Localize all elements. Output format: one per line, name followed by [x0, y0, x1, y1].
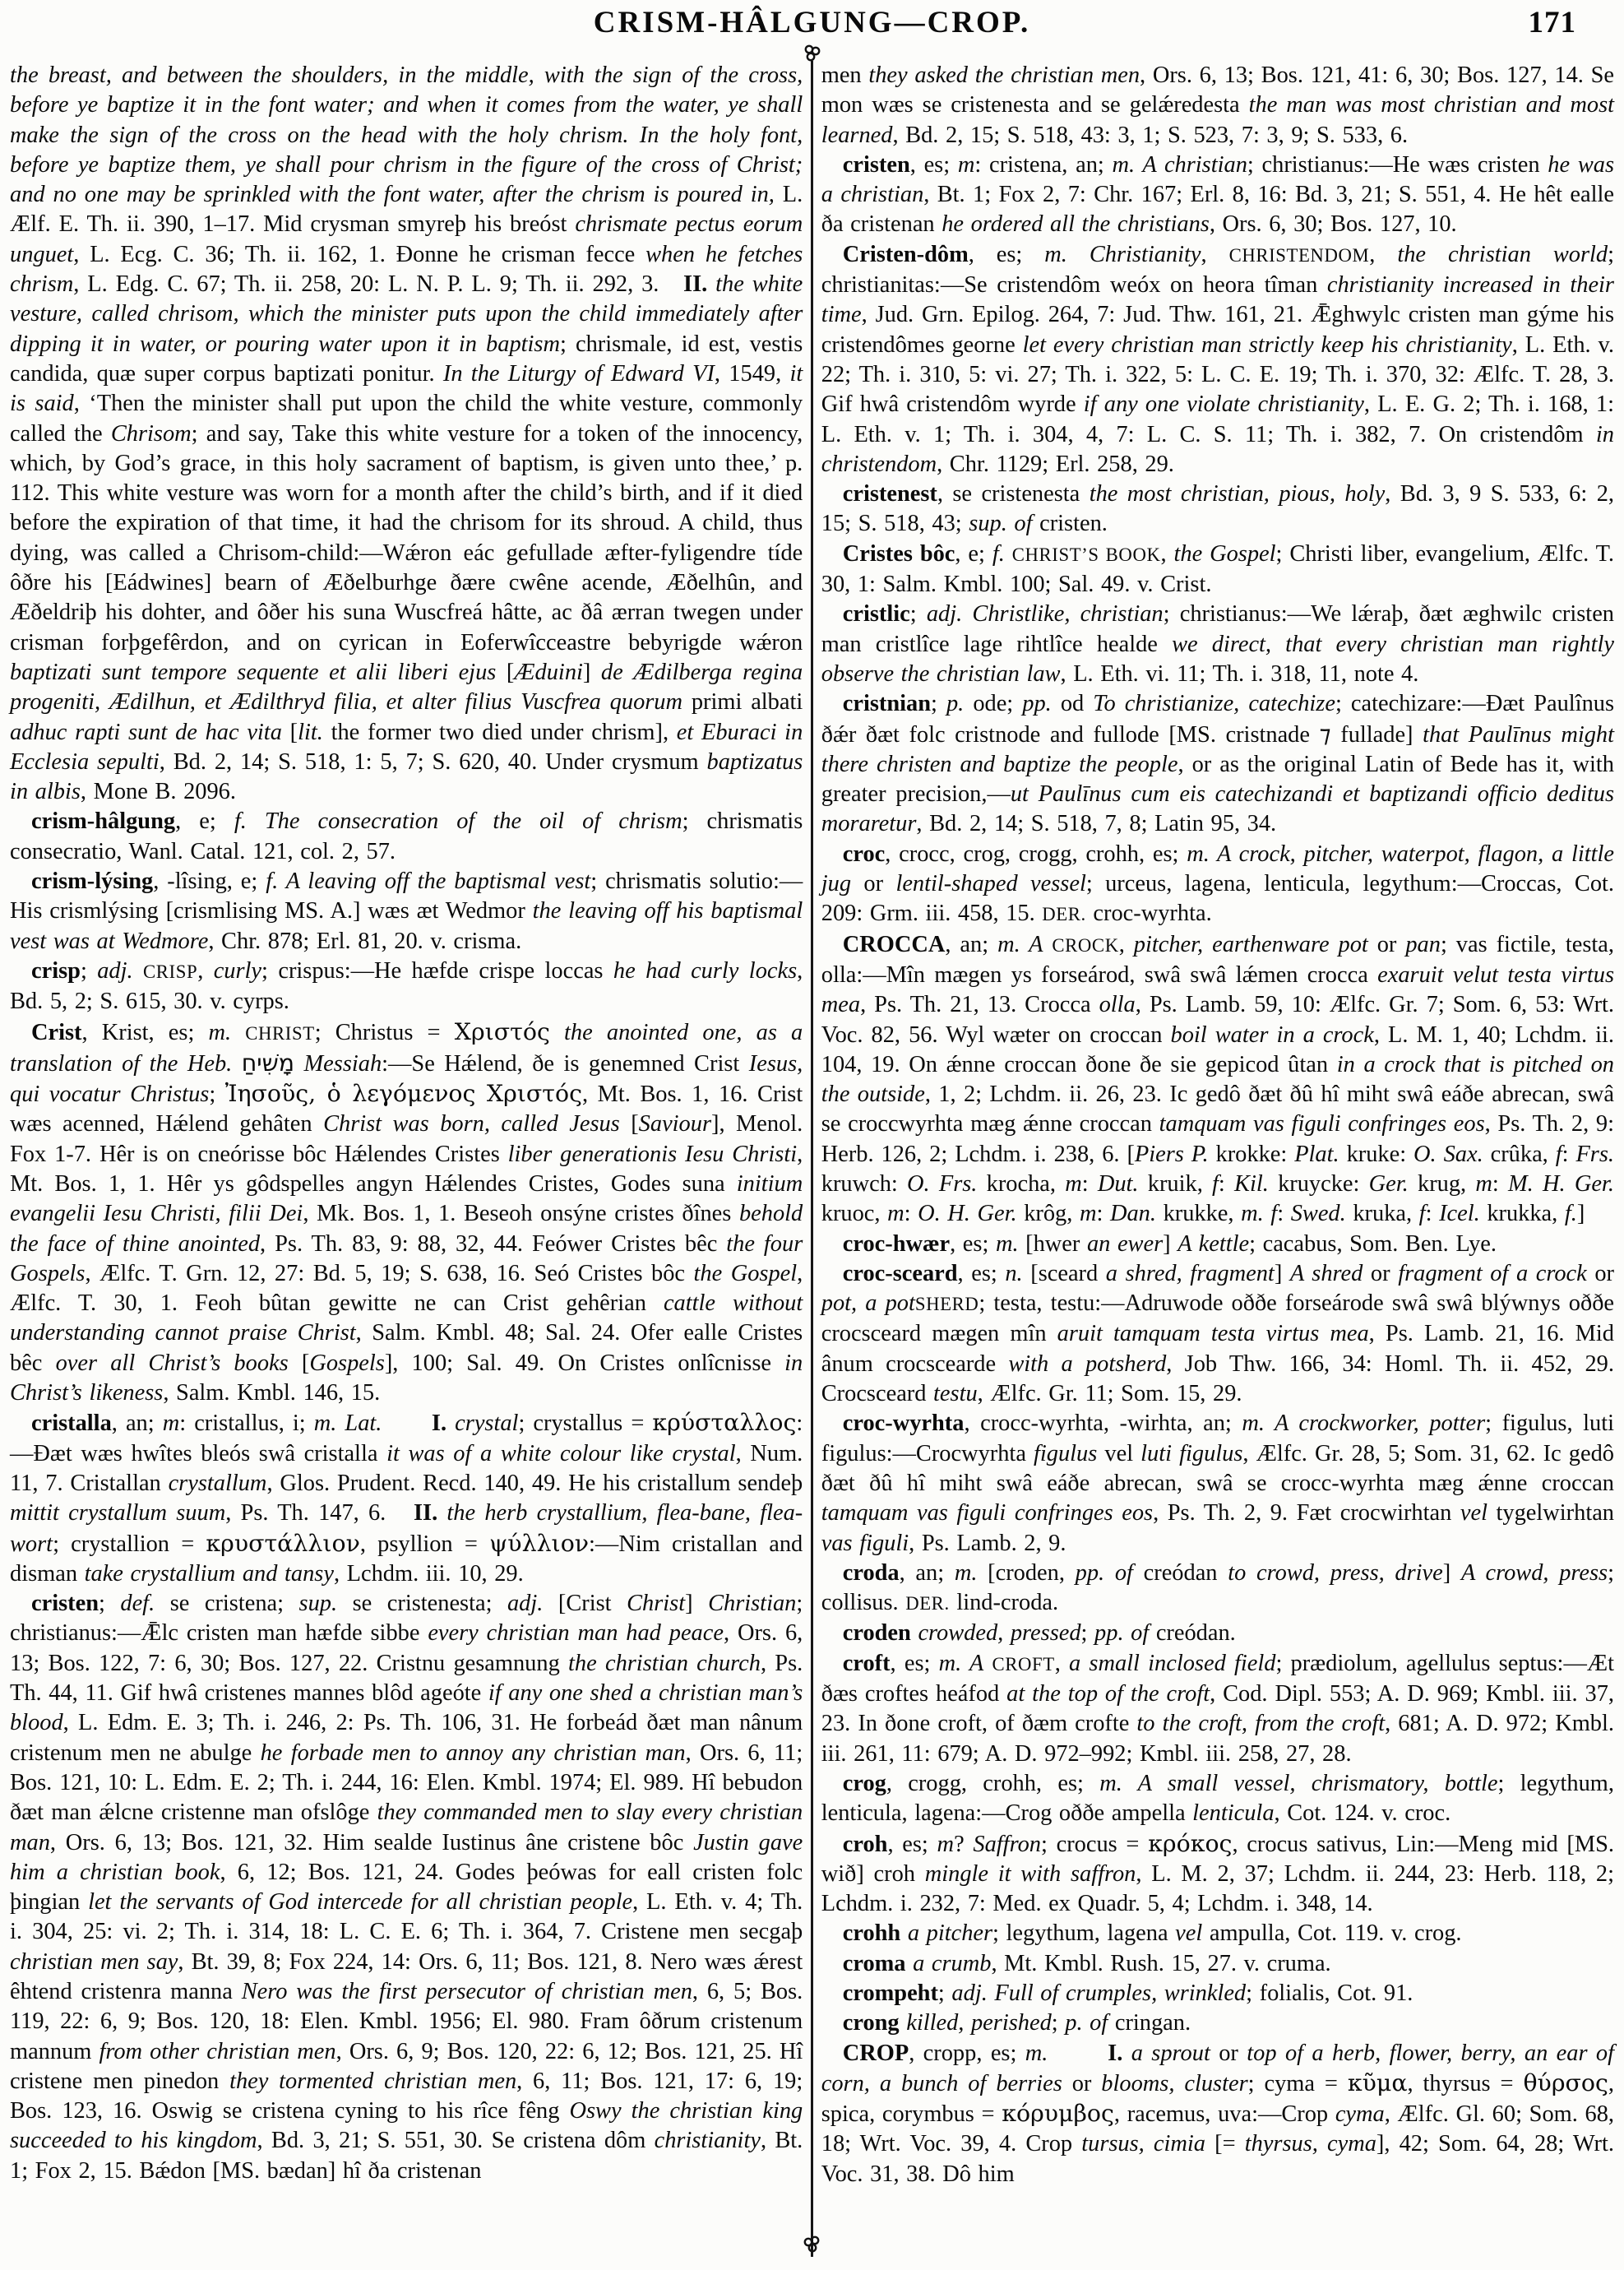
dictionary-entry: crisp; adj. CRISP, curly; crispus:—He hæfde crispe loccas he had curly locks, Bd. 5, 2; S. 615, 30. v. cyrps. — [10, 957, 803, 1015]
dictionary-entry: crog, crogg, crohh, es; m. A small vessel, chrismatory, bottle; legythum, lenticula, lagena:—Crog oððe ampella lenticula, Cot. 124. v. croc. — [821, 1770, 1614, 1827]
dictionary-entry: croft, es; m. A CROFT, a small inclosed field; prædiolum, agellulus septus:—Æt ðæs croftes heáfod at the top of the croft, Cod. Dipl. 553; A. D. 969; Kmbl. iii. 37, 23. In ðone croft, of ðæm crofte to the croft, from the croft, 681; A. D. 972; Kmbl. iii. 261, 11: 679; A. D. 972–992; Kmbl. iii. 258, 27, 28. — [821, 1650, 1614, 1767]
dictionary-entry: Cristen-dôm, es; m. Christianity, CHRISTENDOM, the christian world; christianitas:—Se cristendôm weóx on heora tîman christianity increased in their time, Jud. Grn. Epilog. 264, 7: Jud. Thw. 161, 21. Ǣghwylc cristen man gýme his cristendômes georne let every christian man strictly keep his christianity, L. Eth. v. 22; Th. i. 310, 5: vi. 27; Th. i. 322, 5: L. C. E. 19; Th. i. 370, 32: Ælfc. T. 28, 3. Gif hwâ cristendôm wyrde if any one violate christianity, L. E. G. 2; Th. i. 168, 1: L. Eth. v. 1; Th. i. 304, 4, 7: L. C. S. 11; Th. i. 382, 7. On cristendôm in christendom, Chr. 1129; Erl. 258, 29. — [821, 241, 1615, 477]
dictionary-entry: cristnian; p. ode; pp. od To christianize, catechize; catechizare:—Ðæt Paulînus ðǽr ðæt folc cristnode and fullode [MS. cristnade ⁊ fullade] that Paulīnus might there christen and baptize the people, or as the original Latin of Bede has it, with greater precision,—ut Paulīnus cum eis catechizandi et baptizandi officio deditus moraretur, Bd. 2, 14; S. 518, 7, 8; Latin 95, 34. — [821, 691, 1615, 837]
page-number: 171 — [1528, 6, 1576, 39]
dictionary-entry: croda, an; m. [croden, pp. of creódan to crowd, press, drive] A crowd, press; collisus. DER. lind-croda. — [821, 1559, 1614, 1616]
dictionary-entry: crohh a pitcher; legythum, lagena vel ampulla, Cot. 119. v. crog. — [842, 1920, 1462, 1947]
running-head: CRISM-HÂLGUNG—CROP. — [593, 6, 1031, 39]
dictionary-entry: croma a crumb, Mt. Kmbl. Rush. 15, 27. v. cruma. — [842, 1950, 1331, 1976]
dictionary-entry: cristen, es; m: cristena, an; m. A christian; christianus:—He wæs cristen he was a christian, Bt. 1; Fox 2, 7: Chr. 167; Erl. 8, 16: Bd. 3, 21; S. 551, 4. He hêt ealle ða cristenan he ordered all the christians, Ors. 6, 30; Bos. 127, 10. — [821, 151, 1614, 238]
dictionary-entry: men they asked the christian men, Ors. 6, 13; Bos. 121, 41: 6, 30; Bos. 127, 14. Se mon wæs se cristenesta and se gelǽredesta the man was most christian and most learned, Bd. 2, 15; S. 518, 43: 3, 1; S. 523, 7: 3, 9; S. 533, 6. — [821, 63, 1614, 148]
dictionary-entry: crompeht; adj. Full of crumples, wrinkled; folialis, Cot. 91. — [842, 1980, 1413, 2006]
dictionary-entry: CROCCA, an; m. A CROCK, pitcher, earthenware pot or pan; vas fictile, testa, olla:—Mîn mægen ys forseárod, swâ swâ lǽmen crocca exaruit velut testa virtus mea, Ps. Th. 21, 13. Crocca olla, Ps. Lamb. 59, 10: Ælfc. Gr. 7; Som. 6, 53: Wrt. Voc. 82, 56. Wyl wæter on croccan boil water in a crock, L. M. 1, 40; Lchdm. ii. 104, 19. On ǽnne croccan ðone ðe sie gepicod ûtan in a crock that is pitched on the outside, 1, 2; Lchdm. ii. 26, 23. Ic gedô ðæt ðû hî miht swâ eáðe abrecan, swâ se croccwyrhta mæg ǽnne croccan tamquam vas figuli confringes eos, Ps. Th. 2, 9: Herb. 126, 2; Lchdm. i. 238, 6. [Piers P. krokke: Plat. kruke: O. Sax. crûka, f: Frs. kruwch: O. Frs. krocha, m: Dut. kruik, f: Kil. kruycke: Ger. krug, m: M. H. Ger. kruoc, m: O. H. Ger. krôg, m: Dan. krukke, m. f: Swed. kruka, f: Icel. krukka, f.] — [821, 931, 1615, 1227]
trefoil-ink-mark-icon — [802, 43, 823, 68]
dictionary-entry: cristenest, se cristenesta the most christian, pious, holy, Bd. 3, 9 S. 533, 6: 2, 15; S. 518, 43; sup. of cristen. — [821, 481, 1614, 537]
text-columns — [10, 61, 1614, 2257]
column-divider-rule — [811, 61, 813, 2257]
dictionary-entry: crong killed, perished; p. of cringan. — [842, 2010, 1191, 2036]
dictionary-entry: CROP, cropp, es; m. I. a sprout or top of a herb, flower, berry, an ear of corn, a bunch of berries or blooms, cluster; cyma = κῦμα, thyrsus = θύρσος, spica, corymbus = κόρυμβος, racemus, uva:—Crop cyma, Ælfc. Gl. 60; Som. 68, 18; Wrt. Voc. 39, 4. Crop tursus, cimia [= thyrsus, cyma], 42; Som. 64, 28; Wrt. Voc. 31, 38. Dô him — [821, 2040, 1615, 2187]
dictionary-entry: the breast, and between the shoulders, in the middle, with the sign of the cross, before ye baptize it in the font water; and when it comes from the water, ye shall make the sign of the cross on the head with the holy chrism. In the holy font, before ye baptize them, ye shall pour chrism in the figure of the cross of Christ; and no one may be sprinkled with the font water, after the chrism is poured in, L. Ælf. E. Th. ii. 390, 1–17. Mid crysman smyreþ his breóst chrismate pectus eorum unguet, L. Ecg. C. 36; Th. ii. 162, 1. Ðonne he crisman fecce when he fetches chrism, L. Edg. C. 67; Th. ii. 258, 20: L. N. P. L. 9; Th. ii. 292, 3. II. the white vesture, called chrisom, which the minister puts upon the child immediately after dipping it in water, or pouring water upon it in baptism; chrismale, id est, vestis candida, quæ super corpus baptizati ponitur. In the Liturgy of Edward VI, 1549, it is said, ‘Then the minister shall put upon the child the white vesture, commonly called the Chrisom; and say, Take this white vesture for a token of the innocency, which, by God’s grace, in this holy sacrament of baptism, is given unto thee,’ p. 112. This white vesture was worn for a month after the child’s birth, and if it died before the expiration of that time, it had the chrisom for its shroud. A child, thus dying, was called a Chrisom-child:—Wǽron eác gefullade æfter-fyligendre tíde ôðre his [Eádwines] bearn of Æðelburhge ðære cwêne acende, Æðelhûn, and Æðeldriþ his dohter, and ôðer his suna Wuscfreá hâtte, ac ðâ ærran twegen under crisman forþgefêrdon, and on cyrican in Eoferwîcceastre bebyrigde wǽron baptizati sunt tempore sequente et alii liberi ejus [Æduini] de Ædilberga regina progeniti, Ædilhun, et Ædilthryd filia, et alter filius Vuscfrea quorum primi albati adhuc rapti sunt de hac vita [lit. the former two died under chrism], et Eburaci in Ecclesia sepulti, Bd. 2, 14; S. 518, 1: 5, 7; S. 620, 40. Under crysmum baptizatus in albis, Mone B. 2096. — [10, 63, 803, 805]
trefoil-ink-mark-icon — [802, 2235, 823, 2260]
dictionary-entry: cristen; def. se cristena; sup. se cristenesta; adj. [Crist Christ] Christian; christianus:—Ǣlc cristen man hæfde sibbe every christian man had peace, Ors. 6, 13; Bos. 122, 7: 6, 30; Bos. 127, 22. Cristnu gesamnung the christian church, Ps. Th. 44, 11. Gif hwâ cristenes mannes blôd ageóte if any one shed a christian man’s blood, L. Edm. E. 3; Th. i. 246, 2: Ps. Th. 106, 31. He forbeád ðæt man nânum cristenum men ne abulge he forbade men to annoy any christian man, Ors. 6, 11; Bos. 121, 10: L. Edm. E. 2; Th. i. 244, 16: Elen. Kmbl. 1974; El. 989. Hî bebudon ðæt man ǽlcne cristenne man ofslôge they commanded men to slay every christian man, Ors. 6, 13; Bos. 121, 32. Him sealde Iustinus âne cristene bôc Justin gave him a christian book, 6, 12; Bos. 121, 24. Godes þeówas for eall cristen folc þingian let the servants of God intercede for all christian people, L. Eth. v. 4; Th. i. 304, 25: vi. 2; Th. i. 314, 18: L. C. E. 6; Th. i. 364, 7. Cristene men secgaþ christian men say, Bt. 39, 8; Fox 224, 14: Ors. 6, 11; Bos. 121, 8. Nero wæs ǽrest êhtend cristenra manna Nero was the first persecutor of christian men, 6, 5; Bos. 119, 22: 6, 9; Bos. 120, 18: Elen. Kmbl. 1956; El. 980. Fram ôðrum cristenum mannum from other christian men, Ors. 6, 9; Bos. 120, 22: 6, 12; Bos. 121, 25. Hî cristene men pinedon they tormented christian men, 6, 11; Bos. 121, 17: 6, 19; Bos. 123, 16. Oswig se cristena cyning to his rîce fêng Oswy the christian king succeeded to his kingdom, Bd. 3, 21; S. 551, 30. Se cristena dôm christianity, Bt. 1; Fox 2, 15. Bǽdon [MS. bædan] hî ða cristenan — [10, 1591, 803, 2184]
dictionary-entry: cristlic; adj. Christlike, christian; christianus:—We lǽraþ, ðæt æghwilc cristen man cristlîce lage rihtlîce healde we direct, that every christian man rightly observe the christian law, L. Eth. vi. 11; Th. i. 318, 11, note 4. — [821, 601, 1614, 687]
dictionary-entry: croc-hwær, es; m. [hwer an ewer] A kettle; cacabus, Som. Ben. Lye. — [842, 1230, 1497, 1257]
dictionary-entry: croc-sceard, es; n. [sceard a shred, fragment] A shred or fragment of a crock or pot, a potSHERD; testa, testu:—Adruwode oððe forseárode swâ swâ blýwnys oððe crocsceard mægen mîn aruit tamquam testa virtus mea, Ps. Lamb. 21, 16. Mid ânum crocscearde with a potsherd, Job Thw. 166, 34: Homl. Th. ii. 452, 29. Crocsceard testu, Ælfc. Gr. 11; Som. 15, 29. — [821, 1260, 1614, 1407]
dictionary-entry: croc-wyrhta, crocc-wyrhta, -wirhta, an; m. A crockworker, potter; figulus, luti figulus:—Crocwyrhta figulus vel luti figulus, Ælfc. Gr. 28, 5; Som. 31, 62. Ic gedô ðæt ðû hî miht swâ eáðe abrecan, swâ se crocc-wyrhta mæg ǽnne croccan tamquam vas figuli confringes eos, Ps. Th. 2, 9. Fæt crocwirhtan vel tygelwirhtan vas figuli, Ps. Lamb. 2, 9. — [821, 1411, 1615, 1556]
dictionary-entry: crism-lýsing, -lîsing, e; f. A leaving off the baptismal vest; chrismatis solutio:—His crismlýsing [crismlising MS. A.] wæs æt Wedmor the leaving off his baptismal vest was at Wedmore, Chr. 878; Erl. 81, 20. v. crisma. — [10, 869, 803, 954]
dictionary-entry: croh, es; m? Saffron; crocus = κρόκος, crocus sativus, Lin:—Meng mid [MS. wið] croh mingle it with saffron, L. M. 2, 37; Lchdm. ii. 244, 23: Herb. 118, 2; Lchdm. i. 232, 7: Med. ex Quadr. 5, 4; Lchdm. i. 348, 14. — [821, 1829, 1615, 1917]
dictionary-entry: Cristes bôc, e; f. CHRIST’S BOOK, the Gospel; Christi liber, evangelium, Ælfc. T. 30, 1: Salm. Kmbl. 100; Sal. 49. v. Crist. — [821, 540, 1614, 598]
dictionary-entry: Crist, Krist, es; m. CHRIST; Christus = Χριστός the anointed one, as a translation of the Heb. מָשִׁיחַ Messiah:—Se Hǽlend, ðe is genemned Crist Iesus, qui vocatur Christus; Ἰησοῦς, ὁ λεγόμενος Χριστός, Mt. Bos. 1, 16. Crist wæs acenned, Hǽlend gehâten Christ was born, called Jesus [Saviour], Menol. Fox 1-7. Hêr is on cneórisse bôc Hǽlendes Cristes liber generationis Iesu Christi, Mt. Bos. 1, 1. Hêr ys gôdspelles angyn Hǽlendes Cristes, Godes suna initium evangelii Iesu Christi, filii Dei, Mk. Bos. 1, 1. Beseoh onsýne cristes ðînes behold the face of thine anointed, Ps. Th. 83, 9: 88, 32, 44. Feówer Cristes bêc the four Gospels, Ælfc. T. Grn. 12, 27: Bd. 5, 19; S. 638, 16. Seó Cristes bôc the Gospel, Ælfc. T. 30, 1. Feoh bûtan gewitte ne can Crist gehêrian cattle without understanding cannot praise Christ, Salm. Kmbl. 48; Sal. 24. Ofer ealle Cristes bêc over all Christ’s books [Gospels], 100; Sal. 49. On Cristes onlîcnisse in Christ’s likeness, Salm. Kmbl. 146, 15. — [10, 1017, 803, 1406]
column-left — [10, 61, 803, 2257]
dictionary-entry: crism-hâlgung, e; f. The consecration of the oil of chrism; chrismatis consecratio, Wanl. Catal. 121, col. 2, 57. — [10, 808, 803, 864]
dictionary-entry: croden crowded, pressed; pp. of creódan. — [842, 1620, 1236, 1647]
dictionary-entry: cristalla, an; m: cristallus, i; m. Lat. I. crystal; crystallus = κρύσταλλος:—Ðæt wæs hwîtes bleós swâ cristalla it was of a white colour like crystal, Num. 11, 7. Cristallan crystallum, Glos. Prudent. Recd. 140, 49. He his cristallum sendeþ mittit crystallum suum, Ps. Th. 147, 6. II. the herb crystallium, flea-bane, flea-wort; crystallion = κρυστάλλιον, psyllion = ψύλλιον:—Nim cristallan and disman take crystallium and tansy, Lchdm. iii. 10, 29. — [10, 1409, 803, 1587]
column-right — [821, 61, 1614, 2257]
dictionary-entry: croc, crocc, crog, crogg, crohh, es; m. A crock, pitcher, waterpot, flagon, a little jug or lentil-shaped vessel; urceus, lagena, lenticula, legythum:—Croccas, Cot. 209: Grm. iii. 458, 15. DER. croc-wyrhta. — [821, 841, 1615, 927]
